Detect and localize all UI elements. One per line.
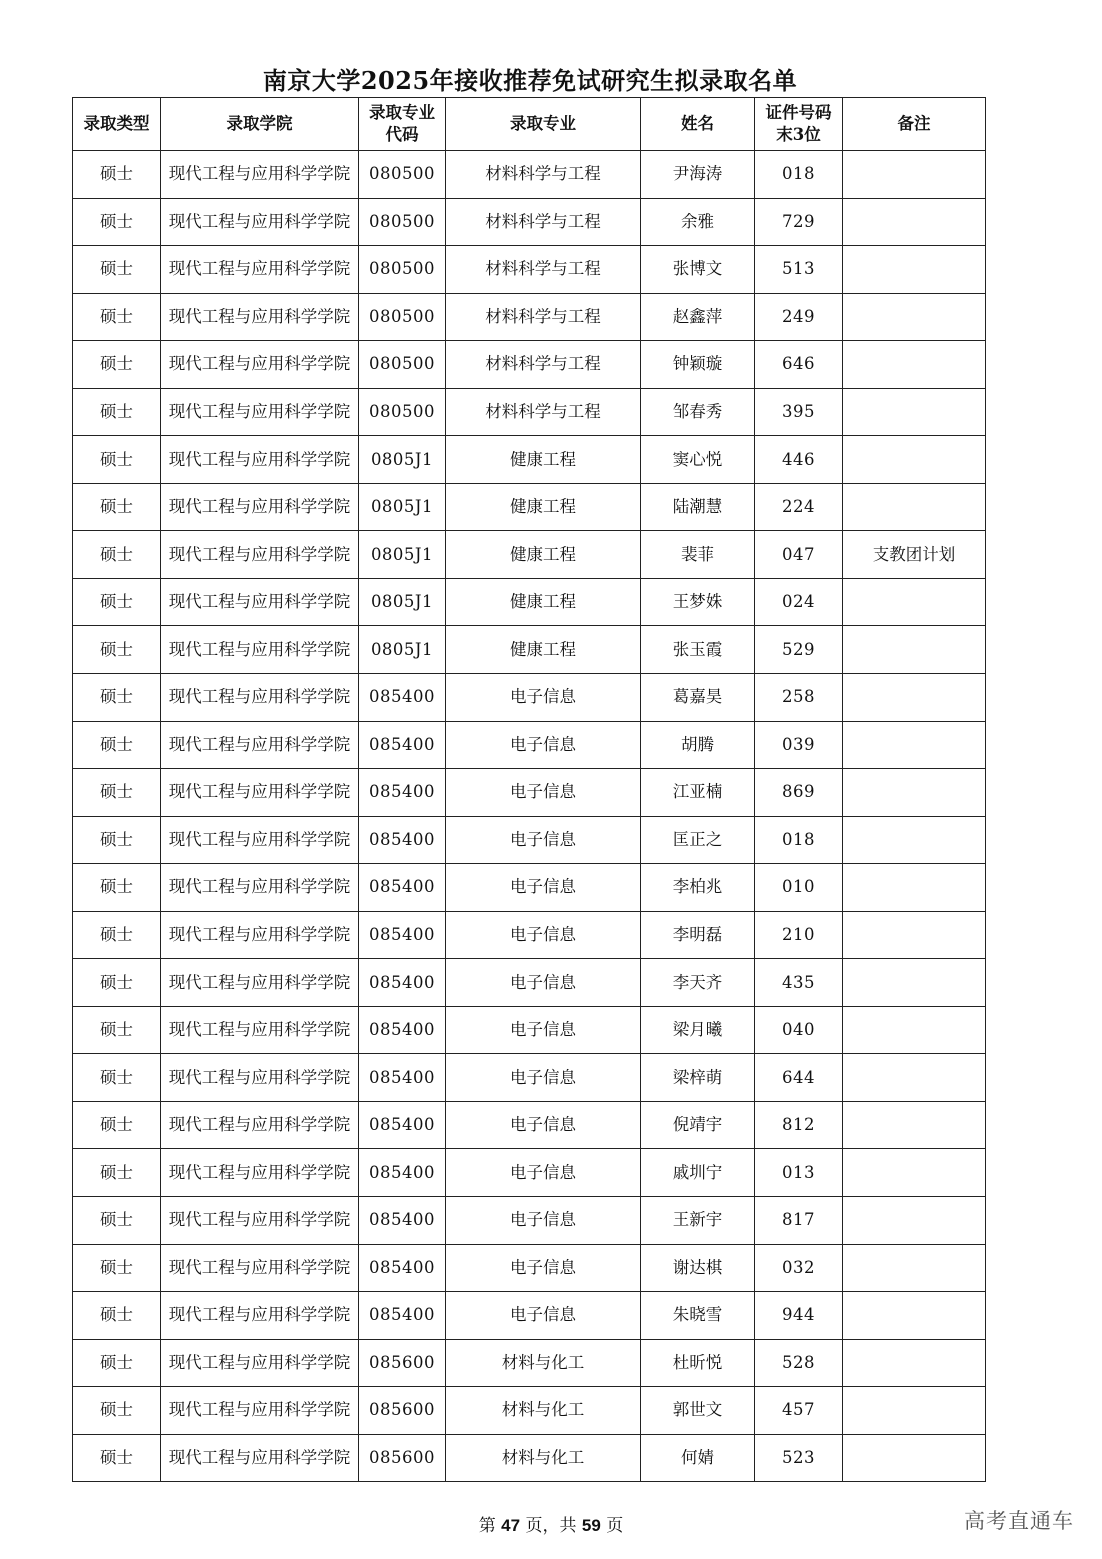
cell-college: 现代工程与应用科学学院 — [161, 1292, 359, 1340]
cell-id-suffix: 018 — [755, 816, 843, 864]
cell-note — [843, 1434, 986, 1482]
cell-major-code: 080500 — [359, 293, 446, 341]
cell-college: 现代工程与应用科学学院 — [161, 151, 359, 199]
cell-note — [843, 816, 986, 864]
cell-note — [843, 341, 986, 389]
cell-admission-type: 硕士 — [73, 578, 161, 626]
cell-id-suffix: 395 — [755, 388, 843, 436]
cell-college: 现代工程与应用科学学院 — [161, 436, 359, 484]
cell-college: 现代工程与应用科学学院 — [161, 1149, 359, 1197]
cell-college: 现代工程与应用科学学院 — [161, 531, 359, 579]
cell-id-suffix: 528 — [755, 1339, 843, 1387]
cell-college: 现代工程与应用科学学院 — [161, 1387, 359, 1435]
cell-id-suffix: 047 — [755, 531, 843, 579]
cell-admission-type: 硕士 — [73, 1292, 161, 1340]
cell-major-code: 080500 — [359, 388, 446, 436]
cell-college: 现代工程与应用科学学院 — [161, 864, 359, 912]
cell-id-suffix: 249 — [755, 293, 843, 341]
header-id-suffix-line2: 末3位 — [776, 125, 821, 144]
cell-note — [843, 1387, 986, 1435]
cell-major-code: 085400 — [359, 674, 446, 722]
cell-name: 戚圳宁 — [641, 1149, 755, 1197]
cell-name: 胡腾 — [641, 721, 755, 769]
cell-admission-type: 硕士 — [73, 341, 161, 389]
table-row — [73, 1339, 986, 1387]
cell-name: 匡正之 — [641, 816, 755, 864]
cell-name: 何婧 — [641, 1434, 755, 1482]
cell-id-suffix: 869 — [755, 769, 843, 817]
cell-major: 电子信息 — [446, 769, 641, 817]
cell-name: 钟颖璇 — [641, 341, 755, 389]
table-row — [73, 341, 986, 389]
cell-id-suffix: 040 — [755, 1006, 843, 1054]
cell-note — [843, 769, 986, 817]
cell-note — [843, 674, 986, 722]
cell-id-suffix: 457 — [755, 1387, 843, 1435]
cell-major-code: 080500 — [359, 198, 446, 246]
cell-college: 现代工程与应用科学学院 — [161, 341, 359, 389]
cell-admission-type: 硕士 — [73, 959, 161, 1007]
admission-table — [72, 97, 986, 1482]
table-row — [73, 436, 986, 484]
cell-name: 杜昕悦 — [641, 1339, 755, 1387]
cell-major: 材料与化工 — [446, 1434, 641, 1482]
cell-major: 电子信息 — [446, 911, 641, 959]
cell-major: 材料科学与工程 — [446, 151, 641, 199]
table-row — [73, 151, 986, 199]
cell-id-suffix: 018 — [755, 151, 843, 199]
cell-note — [843, 864, 986, 912]
cell-name: 张博文 — [641, 246, 755, 294]
cell-name: 赵鑫萍 — [641, 293, 755, 341]
cell-college: 现代工程与应用科学学院 — [161, 1339, 359, 1387]
table-row — [73, 721, 986, 769]
cell-college: 现代工程与应用科学学院 — [161, 816, 359, 864]
cell-major-code: 080500 — [359, 246, 446, 294]
cell-major: 材料科学与工程 — [446, 293, 641, 341]
cell-id-suffix: 039 — [755, 721, 843, 769]
cell-id-suffix: 729 — [755, 198, 843, 246]
cell-college: 现代工程与应用科学学院 — [161, 246, 359, 294]
cell-major-code: 085400 — [359, 1197, 446, 1245]
header-major-code-line2: 代码 — [385, 125, 419, 144]
table-row — [73, 198, 986, 246]
cell-major-code: 085400 — [359, 959, 446, 1007]
cell-major-code: 085400 — [359, 1149, 446, 1197]
document-title: 南京大学2025年接收推荐免试研究生拟录取名单 — [262, 66, 798, 95]
cell-major: 电子信息 — [446, 816, 641, 864]
table-header-row — [73, 98, 986, 151]
cell-id-suffix: 435 — [755, 959, 843, 1007]
cell-name: 李柏兆 — [641, 864, 755, 912]
cell-note — [843, 1197, 986, 1245]
cell-note — [843, 1244, 986, 1292]
cell-admission-type: 硕士 — [73, 674, 161, 722]
header-major-code-line1: 录取专业 — [369, 103, 435, 122]
cell-major-code: 085400 — [359, 721, 446, 769]
cell-id-suffix: 210 — [755, 911, 843, 959]
cell-major-code: 085400 — [359, 864, 446, 912]
cell-college: 现代工程与应用科学学院 — [161, 1054, 359, 1102]
cell-college: 现代工程与应用科学学院 — [161, 388, 359, 436]
cell-name: 李天齐 — [641, 959, 755, 1007]
cell-note — [843, 198, 986, 246]
cell-major-code: 085400 — [359, 1292, 446, 1340]
table-row — [73, 388, 986, 436]
cell-major: 电子信息 — [446, 864, 641, 912]
cell-college: 现代工程与应用科学学院 — [161, 1101, 359, 1149]
cell-major: 电子信息 — [446, 1054, 641, 1102]
cell-college: 现代工程与应用科学学院 — [161, 721, 359, 769]
cell-major: 材料与化工 — [446, 1387, 641, 1435]
table-row — [73, 1387, 986, 1435]
header-note: 备注 — [843, 98, 986, 151]
header-id-suffix-line1: 证件号码 — [765, 103, 832, 122]
cell-major: 电子信息 — [446, 1006, 641, 1054]
cell-name: 江亚楠 — [641, 769, 755, 817]
cell-id-suffix: 013 — [755, 1149, 843, 1197]
cell-admission-type: 硕士 — [73, 769, 161, 817]
cell-id-suffix: 032 — [755, 1244, 843, 1292]
current-page-number: 47 — [501, 1516, 521, 1535]
cell-major-code: 080500 — [359, 341, 446, 389]
cell-name: 倪靖宇 — [641, 1101, 755, 1149]
header-major-code — [359, 98, 446, 151]
cell-admission-type: 硕士 — [73, 1006, 161, 1054]
cell-major: 电子信息 — [446, 959, 641, 1007]
cell-admission-type: 硕士 — [73, 388, 161, 436]
table-row — [73, 1149, 986, 1197]
cell-college: 现代工程与应用科学学院 — [161, 1244, 359, 1292]
cell-name: 李明磊 — [641, 911, 755, 959]
table-row — [73, 911, 986, 959]
cell-major: 健康工程 — [446, 578, 641, 626]
cell-major-code: 085600 — [359, 1434, 446, 1482]
cell-major: 健康工程 — [446, 483, 641, 531]
cell-name: 梁梓萌 — [641, 1054, 755, 1102]
table-row — [73, 1292, 986, 1340]
cell-college: 现代工程与应用科学学院 — [161, 578, 359, 626]
cell-name: 尹海涛 — [641, 151, 755, 199]
cell-major-code: 0805J1 — [359, 626, 446, 674]
table-row — [73, 293, 986, 341]
cell-admission-type: 硕士 — [73, 721, 161, 769]
cell-admission-type: 硕士 — [73, 911, 161, 959]
cell-name: 郭世文 — [641, 1387, 755, 1435]
cell-college: 现代工程与应用科学学院 — [161, 911, 359, 959]
cell-name: 邹春秀 — [641, 388, 755, 436]
table-body — [73, 151, 986, 1482]
cell-name: 王梦姝 — [641, 578, 755, 626]
cell-major-code: 085400 — [359, 1244, 446, 1292]
cell-major: 电子信息 — [446, 721, 641, 769]
cell-admission-type: 硕士 — [73, 198, 161, 246]
cell-id-suffix: 024 — [755, 578, 843, 626]
cell-id-suffix: 224 — [755, 483, 843, 531]
header-college: 录取学院 — [161, 98, 359, 151]
cell-note — [843, 246, 986, 294]
cell-college: 现代工程与应用科学学院 — [161, 1434, 359, 1482]
cell-id-suffix: 812 — [755, 1101, 843, 1149]
cell-note — [843, 1054, 986, 1102]
cell-note — [843, 1292, 986, 1340]
cell-admission-type: 硕士 — [73, 531, 161, 579]
cell-major: 健康工程 — [446, 531, 641, 579]
cell-major-code: 0805J1 — [359, 436, 446, 484]
cell-major: 电子信息 — [446, 1244, 641, 1292]
cell-major: 电子信息 — [446, 1101, 641, 1149]
header-admission-type: 录取类型 — [73, 98, 161, 151]
page-footer-prefix: 第 — [478, 1516, 502, 1536]
cell-admission-type: 硕士 — [73, 1149, 161, 1197]
cell-major: 材料科学与工程 — [446, 198, 641, 246]
table-row — [73, 578, 986, 626]
cell-major: 健康工程 — [446, 626, 641, 674]
cell-id-suffix: 523 — [755, 1434, 843, 1482]
cell-note — [843, 1149, 986, 1197]
total-page-number: 59 — [581, 1516, 601, 1535]
cell-note — [843, 483, 986, 531]
cell-admission-type: 硕士 — [73, 1387, 161, 1435]
table-row — [73, 864, 986, 912]
cell-name: 陆潮慧 — [641, 483, 755, 531]
cell-major: 电子信息 — [446, 1292, 641, 1340]
cell-major: 健康工程 — [446, 436, 641, 484]
cell-admission-type: 硕士 — [73, 1054, 161, 1102]
cell-name: 余雅 — [641, 198, 755, 246]
cell-major-code: 085400 — [359, 1006, 446, 1054]
table-row — [73, 1244, 986, 1292]
cell-note — [843, 911, 986, 959]
cell-id-suffix: 944 — [755, 1292, 843, 1340]
cell-name: 梁月曦 — [641, 1006, 755, 1054]
cell-major: 材料科学与工程 — [446, 341, 641, 389]
cell-major-code: 0805J1 — [359, 483, 446, 531]
header-major: 录取专业 — [446, 98, 641, 151]
cell-major: 电子信息 — [446, 674, 641, 722]
cell-note — [843, 1006, 986, 1054]
cell-id-suffix: 446 — [755, 436, 843, 484]
cell-id-suffix: 817 — [755, 1197, 843, 1245]
page-footer-suffix: 页 — [600, 1516, 624, 1536]
table-row — [73, 1434, 986, 1482]
cell-admission-type: 硕士 — [73, 1197, 161, 1245]
cell-major: 材料科学与工程 — [446, 388, 641, 436]
cell-admission-type: 硕士 — [73, 246, 161, 294]
cell-note: 支教团计划 — [843, 531, 986, 579]
table-row — [73, 1197, 986, 1245]
cell-admission-type: 硕士 — [73, 816, 161, 864]
cell-college: 现代工程与应用科学学院 — [161, 483, 359, 531]
table-row — [73, 246, 986, 294]
table-row — [73, 483, 986, 531]
cell-college: 现代工程与应用科学学院 — [161, 1197, 359, 1245]
page-footer — [0, 1514, 1102, 1538]
cell-id-suffix: 529 — [755, 626, 843, 674]
cell-note — [843, 436, 986, 484]
cell-name: 裴菲 — [641, 531, 755, 579]
cell-college: 现代工程与应用科学学院 — [161, 769, 359, 817]
table-row — [73, 626, 986, 674]
cell-major-code: 085400 — [359, 1054, 446, 1102]
cell-name: 葛嘉昊 — [641, 674, 755, 722]
cell-id-suffix: 258 — [755, 674, 843, 722]
cell-major-code: 080500 — [359, 151, 446, 199]
cell-admission-type: 硕士 — [73, 1101, 161, 1149]
cell-admission-type: 硕士 — [73, 483, 161, 531]
watermark-text: 高考直通车 — [964, 1509, 1074, 1533]
table-row — [73, 816, 986, 864]
header-id-suffix — [755, 98, 843, 151]
cell-major: 电子信息 — [446, 1149, 641, 1197]
cell-note — [843, 1101, 986, 1149]
table-row — [73, 1101, 986, 1149]
cell-note — [843, 151, 986, 199]
header-name: 姓名 — [641, 98, 755, 151]
cell-note — [843, 293, 986, 341]
cell-name: 窦心悦 — [641, 436, 755, 484]
cell-college: 现代工程与应用科学学院 — [161, 198, 359, 246]
cell-major: 材料与化工 — [446, 1339, 641, 1387]
cell-major-code: 085400 — [359, 1101, 446, 1149]
cell-note — [843, 388, 986, 436]
cell-major-code: 085400 — [359, 911, 446, 959]
cell-major-code: 085600 — [359, 1387, 446, 1435]
table-row — [73, 769, 986, 817]
cell-note — [843, 959, 986, 1007]
cell-name: 张玉霞 — [641, 626, 755, 674]
cell-name: 谢达棋 — [641, 1244, 755, 1292]
cell-college: 现代工程与应用科学学院 — [161, 674, 359, 722]
table-row — [73, 531, 986, 579]
table-row — [73, 959, 986, 1007]
cell-admission-type: 硕士 — [73, 864, 161, 912]
cell-note — [843, 721, 986, 769]
cell-major-code: 0805J1 — [359, 531, 446, 579]
cell-note — [843, 1339, 986, 1387]
cell-college: 现代工程与应用科学学院 — [161, 626, 359, 674]
cell-admission-type: 硕士 — [73, 1339, 161, 1387]
page-footer-middle: 页，共 — [520, 1516, 582, 1536]
cell-college: 现代工程与应用科学学院 — [161, 959, 359, 1007]
cell-admission-type: 硕士 — [73, 151, 161, 199]
cell-major-code: 0805J1 — [359, 578, 446, 626]
cell-major-code: 085600 — [359, 1339, 446, 1387]
cell-major: 电子信息 — [446, 1197, 641, 1245]
cell-name: 朱晓雪 — [641, 1292, 755, 1340]
cell-name: 王新宇 — [641, 1197, 755, 1245]
cell-admission-type: 硕士 — [73, 626, 161, 674]
cell-id-suffix: 644 — [755, 1054, 843, 1102]
table-row — [73, 1054, 986, 1102]
cell-admission-type: 硕士 — [73, 1434, 161, 1482]
cell-admission-type: 硕士 — [73, 1244, 161, 1292]
cell-admission-type: 硕士 — [73, 293, 161, 341]
cell-major-code: 085400 — [359, 769, 446, 817]
table-row — [73, 1006, 986, 1054]
cell-college: 现代工程与应用科学学院 — [161, 293, 359, 341]
cell-id-suffix: 010 — [755, 864, 843, 912]
cell-admission-type: 硕士 — [73, 436, 161, 484]
cell-id-suffix: 513 — [755, 246, 843, 294]
cell-note — [843, 626, 986, 674]
cell-note — [843, 578, 986, 626]
cell-major: 材料科学与工程 — [446, 246, 641, 294]
table-row — [73, 674, 986, 722]
cell-id-suffix: 646 — [755, 341, 843, 389]
cell-major-code: 085400 — [359, 816, 446, 864]
cell-college: 现代工程与应用科学学院 — [161, 1006, 359, 1054]
